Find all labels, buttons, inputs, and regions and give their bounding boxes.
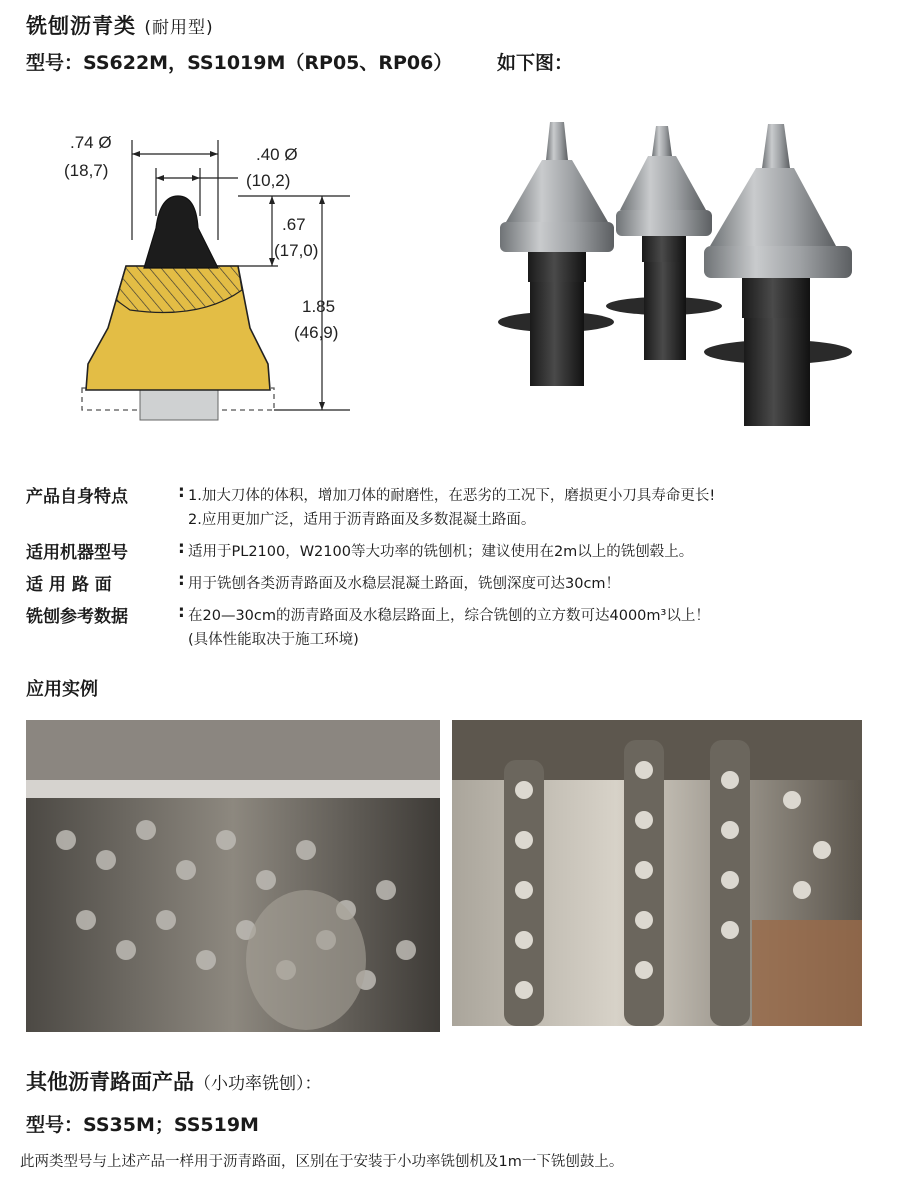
spec-machine: 适用机器型号 : 适用于PL2100，W2100等大功率的铣刨机；建议使用在2m以上的铣刨毂上。	[26, 538, 886, 564]
product-photo	[496, 112, 866, 432]
other-note: 此两类型号与上述产品一样用于沥青路面，区别在于安装于小功率铣刨机及1m一下铣刨鼓上。	[20, 1154, 624, 1170]
application-photo-left	[26, 720, 440, 1032]
spec-line: 2.应用更加广泛，适用于沥青路面及多数混凝土路面。	[188, 512, 536, 528]
model-text: 型号：SS622M，SS1019M（RP05、RP06）	[26, 52, 453, 74]
pick-photo-middle	[606, 126, 722, 360]
model-line	[26, 48, 573, 75]
pick-photo-left	[498, 122, 614, 386]
dim-102: (10,2)	[246, 171, 291, 190]
other-products-title	[26, 1066, 322, 1096]
spec-reference: 铣刨参考数据 : 在20—30cm的沥青路面及水稳层路面上，综合铣刨的立方数可达4000m³以上！ (具体性能取决于施工环境)	[26, 602, 886, 652]
spec-line: 用于铣刨各类沥青路面及水稳层混凝土路面，铣刨深度可达30cm！	[188, 576, 621, 592]
title-main: 铣刨沥青类	[26, 14, 136, 38]
dim-185: 1.85	[302, 297, 336, 316]
dim-067: .67	[282, 215, 306, 234]
spec-line: 1.加大刀体的体积，增加刀体的耐磨性，在恶劣的工况下，磨损更小刀具寿命更长!	[188, 488, 716, 504]
title-sub: (耐用型)	[144, 18, 214, 38]
spec-label: 适用机器型号	[26, 543, 128, 563]
dim-040: .40 Ø	[256, 145, 298, 164]
carbide-tip	[144, 196, 218, 268]
applications-title: 应用实例	[26, 679, 98, 700]
shank	[140, 390, 218, 420]
other-title-sub: （小功率铣刨）：	[194, 1074, 322, 1094]
application-photo-right	[452, 720, 862, 1026]
spec-block	[26, 482, 886, 658]
spec-line: 在20—30cm的沥青路面及水稳层路面上，综合铣刨的立方数可达4000m³以上！	[188, 608, 710, 624]
other-title-main: 其他沥青路面产品	[26, 1070, 194, 1094]
spec-label: 产品自身特点	[26, 487, 128, 507]
spec-road: 适 用 路 面 : 用于铣刨各类沥青路面及水稳层混凝土路面，铣刨深度可达30cm！	[26, 570, 886, 596]
pick-photo-right	[704, 124, 852, 426]
pick-dimension-drawing	[60, 120, 390, 430]
spec-line: 适用于PL2100，W2100等大功率的铣刨机；建议使用在2m以上的铣刨毂上。	[188, 544, 694, 560]
page-title	[26, 10, 214, 40]
spec-label: 适 用 路 面	[26, 575, 112, 595]
dim-469: (46,9)	[294, 323, 339, 342]
follow-text: 如下图：	[497, 52, 574, 74]
dim-170: (17,0)	[274, 241, 319, 260]
other-model-line: 型号：SS35M；SS519M	[26, 1114, 259, 1136]
spec-line: (具体性能取决于施工环境)	[188, 632, 359, 648]
spec-label: 铣刨参考数据	[26, 607, 128, 627]
spec-features: 产品自身特点 : 1.加大刀体的体积，增加刀体的耐磨性，在恶劣的工况下，磨损更小刀具寿命更长! 2.应用更加广泛，适用于沥青路面及多数混凝土路面。	[26, 482, 886, 532]
dim-074: .74 Ø	[70, 133, 112, 152]
dim-187: (18,7)	[64, 161, 109, 180]
